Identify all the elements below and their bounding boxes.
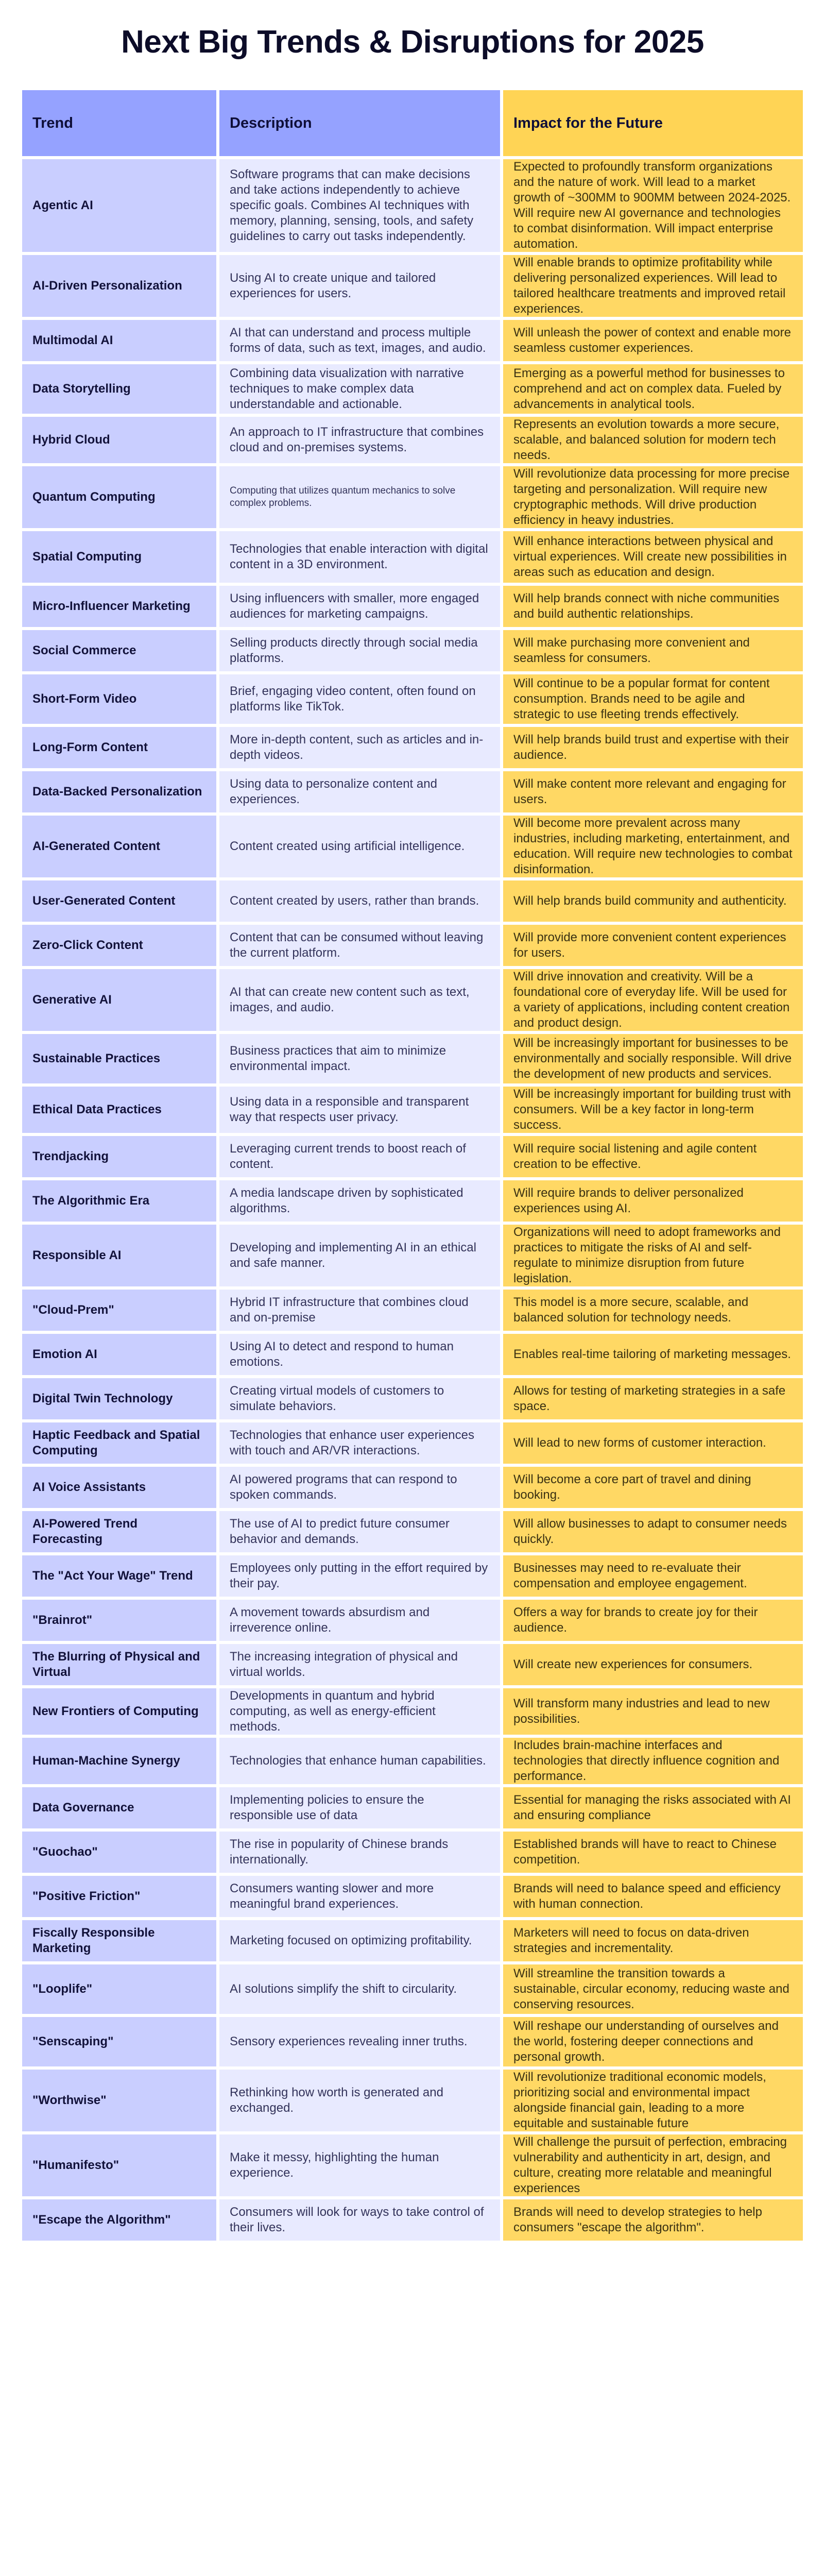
description-cell: An approach to IT infrastructure that combines cloud and on-premises systems. <box>218 415 502 465</box>
description-cell: AI that can create new content such as text, images, and audio. <box>218 968 502 1032</box>
description-cell: Using influencers with smaller, more engaged audiences for marketing campaigns. <box>218 584 502 629</box>
description-cell: AI that can understand and process multiple forms of data, such as text, images, and audio. <box>218 318 502 363</box>
table-row <box>21 1830 804 1874</box>
trend-cell: AI-Driven Personalization <box>21 253 218 318</box>
trend-cell: AI-Generated Content <box>21 814 218 879</box>
description-cell: Software programs that can make decisions and take actions independently to achieve specific goals. Combines AI techniques with memory, planning, sensing, tools, and safety guidelines to carry out tasks independently. <box>218 158 502 253</box>
impact-cell: Essential for managing the risks associated with AI and ensuring compliance <box>502 1786 804 1830</box>
table-row <box>21 1919 804 1963</box>
impact-cell: Will become more prevalent across many industries, including marketing, entertainment, and education. Will require new technologies to combat disinformation. <box>502 814 804 879</box>
column-header-impact: Impact for the Future <box>502 89 804 158</box>
trend-cell: The Algorithmic Era <box>21 1179 218 1223</box>
trend-cell: Digital Twin Technology <box>21 1377 218 1421</box>
impact-cell: Will make content more relevant and engaging for users. <box>502 770 804 814</box>
table-row <box>21 770 804 814</box>
table-row <box>21 1736 804 1786</box>
table-row <box>21 1179 804 1223</box>
impact-cell: Allows for testing of marketing strategies in a safe space. <box>502 1377 804 1421</box>
impact-cell: Will become a core part of travel and dining booking. <box>502 1465 804 1510</box>
table-row <box>21 1598 804 1642</box>
description-cell: Technologies that enable interaction with digital content in a 3D environment. <box>218 530 502 584</box>
table-row <box>21 1510 804 1554</box>
table-row <box>21 1377 804 1421</box>
table-row <box>21 968 804 1032</box>
impact-cell: Will continue to be a popular format for content consumption. Brands need to be agile and strategic to use fleeting trends effectively. <box>502 673 804 725</box>
table-row <box>21 923 804 968</box>
impact-cell: Will require social listening and agile content creation to be effective. <box>502 1134 804 1179</box>
table-row <box>21 1874 804 1919</box>
table-row <box>21 1223 804 1288</box>
description-cell: Business practices that aim to minimize environmental impact. <box>218 1032 502 1085</box>
description-cell: Employees only putting in the effort required by their pay. <box>218 1554 502 1598</box>
table-row <box>21 1332 804 1377</box>
description-cell: Selling products directly through social media platforms. <box>218 629 502 673</box>
impact-cell: Includes brain-machine interfaces and technologies that directly influence cognition and performance. <box>502 1736 804 1786</box>
table-row <box>21 1288 804 1332</box>
table-row <box>21 879 804 923</box>
impact-cell: Will drive innovation and creativity. Will be a foundational core of everyday life. Will be used for a variety of applications, including content creation and product design. <box>502 968 804 1032</box>
trend-cell: Hybrid Cloud <box>21 415 218 465</box>
trend-cell: Multimodal AI <box>21 318 218 363</box>
trend-cell: Zero-Click Content <box>21 923 218 968</box>
trend-cell: "Humanifesto" <box>21 2133 218 2198</box>
table-row <box>21 1642 804 1687</box>
description-cell: Make it messy, highlighting the human experience. <box>218 2133 502 2198</box>
trends-table <box>21 89 804 2242</box>
trend-cell: Data-Backed Personalization <box>21 770 218 814</box>
description-cell: AI solutions simplify the shift to circularity. <box>218 1963 502 2015</box>
trend-cell: Agentic AI <box>21 158 218 253</box>
table-row <box>21 1134 804 1179</box>
trend-cell: Social Commerce <box>21 629 218 673</box>
table-row <box>21 673 804 725</box>
table-row <box>21 1085 804 1134</box>
description-cell: Consumers will look for ways to take control of their lives. <box>218 2198 502 2242</box>
impact-cell: Will revolutionize traditional economic models, prioritizing social and environmental impact alongside financial gain, leading to a more equitable and sustainable future <box>502 2068 804 2133</box>
table-row <box>21 2133 804 2198</box>
trend-cell: "Worthwise" <box>21 2068 218 2133</box>
table-row <box>21 1687 804 1736</box>
trend-cell: Human-Machine Synergy <box>21 1736 218 1786</box>
table-row <box>21 465 804 530</box>
trend-cell: Long-Form Content <box>21 725 218 770</box>
description-cell: The increasing integration of physical and virtual worlds. <box>218 1642 502 1687</box>
trend-cell: "Brainrot" <box>21 1598 218 1642</box>
description-cell: Sensory experiences revealing inner truths. <box>218 2015 502 2068</box>
trend-cell: Haptic Feedback and Spatial Computing <box>21 1421 218 1465</box>
impact-cell: Will streamline the transition towards a sustainable, circular economy, reducing waste and conserving resources. <box>502 1963 804 2015</box>
impact-cell: Will unleash the power of context and enable more seamless customer experiences. <box>502 318 804 363</box>
table-row <box>21 584 804 629</box>
impact-cell: Will challenge the pursuit of perfection, embracing vulnerability and authenticity in art, design, and culture, creating more relatable and meaningful experiences <box>502 2133 804 2198</box>
table-row <box>21 158 804 253</box>
column-header-trend: Trend <box>21 89 218 158</box>
description-cell: Developing and implementing AI in an ethical and safe manner. <box>218 1223 502 1288</box>
impact-cell: Businesses may need to re-evaluate their compensation and employee engagement. <box>502 1554 804 1598</box>
description-cell: Brief, engaging video content, often found on platforms like TikTok. <box>218 673 502 725</box>
trend-cell: Spatial Computing <box>21 530 218 584</box>
description-cell: A movement towards absurdism and irreverence online. <box>218 1598 502 1642</box>
table-row <box>21 2068 804 2133</box>
description-cell: Developments in quantum and hybrid computing, as well as energy-efficient methods. <box>218 1687 502 1736</box>
trend-cell: "Positive Friction" <box>21 1874 218 1919</box>
impact-cell: Will provide more convenient content experiences for users. <box>502 923 804 968</box>
description-cell: Using data to personalize content and experiences. <box>218 770 502 814</box>
table-row <box>21 1554 804 1598</box>
description-cell: Hybrid IT infrastructure that combines cloud and on-premise <box>218 1288 502 1332</box>
description-cell: AI powered programs that can respond to spoken commands. <box>218 1465 502 1510</box>
impact-cell: Brands will need to balance speed and efficiency with human connection. <box>502 1874 804 1919</box>
impact-cell: Will revolutionize data processing for more precise targeting and personalization. Will require new cryptographic methods. Will drive production efficiency in heavy industries. <box>502 465 804 530</box>
impact-cell: Will create new experiences for consumers. <box>502 1642 804 1687</box>
description-cell: Leveraging current trends to boost reach of content. <box>218 1134 502 1179</box>
trend-cell: New Frontiers of Computing <box>21 1687 218 1736</box>
trend-cell: AI Voice Assistants <box>21 1465 218 1510</box>
page-title: Next Big Trends & Disruptions for 2025 <box>121 24 704 60</box>
table-row <box>21 253 804 318</box>
table-header-row <box>21 89 804 158</box>
table-row <box>21 1032 804 1085</box>
description-cell: Content created by users, rather than brands. <box>218 879 502 923</box>
description-cell: Using data in a responsible and transparent way that respects user privacy. <box>218 1085 502 1134</box>
impact-cell: Will allow businesses to adapt to consumer needs quickly. <box>502 1510 804 1554</box>
description-cell: Consumers wanting slower and more meaningful brand experiences. <box>218 1874 502 1919</box>
table-row <box>21 1786 804 1830</box>
description-cell: The use of AI to predict future consumer behavior and demands. <box>218 1510 502 1554</box>
description-cell: Marketing focused on optimizing profitability. <box>218 1919 502 1963</box>
impact-cell: Expected to profoundly transform organizations and the nature of work. Will lead to a market growth of ~300MM to 900MM between 2024-2025. Will require new AI governance and technologies to combat disinformation. Will impact enterprise automation. <box>502 158 804 253</box>
trend-cell: The Blurring of Physical and Virtual <box>21 1642 218 1687</box>
description-cell: Using AI to detect and respond to human emotions. <box>218 1332 502 1377</box>
impact-cell: Will be increasingly important for businesses to be environmentally and socially responsible. Will drive the development of new products and services. <box>502 1032 804 1085</box>
impact-cell: Brands will need to develop strategies to help consumers "escape the algorithm". <box>502 2198 804 2242</box>
trend-cell: Short-Form Video <box>21 673 218 725</box>
table-row <box>21 814 804 879</box>
table-row <box>21 363 804 415</box>
trend-cell: Sustainable Practices <box>21 1032 218 1085</box>
description-cell: Content that can be consumed without leaving the current platform. <box>218 923 502 968</box>
trend-cell: AI-Powered Trend Forecasting <box>21 1510 218 1554</box>
table-row <box>21 2015 804 2068</box>
trend-cell: Ethical Data Practices <box>21 1085 218 1134</box>
description-cell: More in-depth content, such as articles and in-depth videos. <box>218 725 502 770</box>
impact-cell: Will transform many industries and lead to new possibilities. <box>502 1687 804 1736</box>
impact-cell: Marketers will need to focus on data-driven strategies and incrementality. <box>502 1919 804 1963</box>
description-cell: The rise in popularity of Chinese brands internationally. <box>218 1830 502 1874</box>
impact-cell: Represents an evolution towards a more secure, scalable, and balanced solution for modern tech needs. <box>502 415 804 465</box>
trend-cell: Emotion AI <box>21 1332 218 1377</box>
trend-cell: Data Governance <box>21 1786 218 1830</box>
description-cell: Technologies that enhance user experiences with touch and AR/VR interactions. <box>218 1421 502 1465</box>
description-cell: Content created using artificial intelligence. <box>218 814 502 879</box>
trend-cell: Fiscally Responsible Marketing <box>21 1919 218 1963</box>
trend-cell: Generative AI <box>21 968 218 1032</box>
impact-cell: Will reshape our understanding of ourselves and the world, fostering deeper connections and personal growth. <box>502 2015 804 2068</box>
trend-cell: Trendjacking <box>21 1134 218 1179</box>
description-cell: A media landscape driven by sophisticated algorithms. <box>218 1179 502 1223</box>
impact-cell: Offers a way for brands to create joy for their audience. <box>502 1598 804 1642</box>
trend-cell: "Escape the Algorithm" <box>21 2198 218 2242</box>
impact-cell: Enables real-time tailoring of marketing messages. <box>502 1332 804 1377</box>
trend-cell: User-Generated Content <box>21 879 218 923</box>
impact-cell: Will enable brands to optimize profitability while delivering personalized experiences. Will lead to tailored healthcare treatments and improved retail experiences. <box>502 253 804 318</box>
table-row <box>21 725 804 770</box>
description-cell: Using AI to create unique and tailored experiences for users. <box>218 253 502 318</box>
impact-cell: Will help brands build community and authenticity. <box>502 879 804 923</box>
trend-cell: The "Act Your Wage" Trend <box>21 1554 218 1598</box>
table-row <box>21 415 804 465</box>
description-cell: Creating virtual models of customers to simulate behaviors. <box>218 1377 502 1421</box>
impact-cell: Will be increasingly important for building trust with consumers. Will be a key factor in long-term success. <box>502 1085 804 1134</box>
table-row <box>21 530 804 584</box>
impact-cell: Will require brands to deliver personalized experiences using AI. <box>502 1179 804 1223</box>
impact-cell: Will make purchasing more convenient and seamless for consumers. <box>502 629 804 673</box>
impact-cell: This model is a more secure, scalable, and balanced solution for technology needs. <box>502 1288 804 1332</box>
trend-cell: Data Storytelling <box>21 363 218 415</box>
impact-cell: Will enhance interactions between physical and virtual experiences. Will create new possibilities in areas such as education and design. <box>502 530 804 584</box>
impact-cell: Emerging as a powerful method for businesses to comprehend and act on complex data. Fueled by advancements in analytical tools. <box>502 363 804 415</box>
trend-cell: Responsible AI <box>21 1223 218 1288</box>
trend-cell: "Senscaping" <box>21 2015 218 2068</box>
trend-cell: Micro-Influencer Marketing <box>21 584 218 629</box>
description-cell: Combining data visualization with narrative techniques to make complex data understandable and actionable. <box>218 363 502 415</box>
impact-cell: Will help brands build trust and expertise with their audience. <box>502 725 804 770</box>
impact-cell: Will lead to new forms of customer interaction. <box>502 1421 804 1465</box>
trend-cell: "Cloud-Prem" <box>21 1288 218 1332</box>
description-cell: Computing that utilizes quantum mechanics to solve complex problems. <box>218 465 502 530</box>
description-cell: Technologies that enhance human capabilities. <box>218 1736 502 1786</box>
trend-cell: "Guochao" <box>21 1830 218 1874</box>
impact-cell: Established brands will have to react to Chinese competition. <box>502 1830 804 1874</box>
trend-cell: Quantum Computing <box>21 465 218 530</box>
description-cell: Rethinking how worth is generated and exchanged. <box>218 2068 502 2133</box>
table-row <box>21 2198 804 2242</box>
table-row <box>21 629 804 673</box>
description-cell: Implementing policies to ensure the responsible use of data <box>218 1786 502 1830</box>
table-row <box>21 1963 804 2015</box>
column-header-description: Description <box>218 89 502 158</box>
impact-cell: Will help brands connect with niche communities and build authentic relationships. <box>502 584 804 629</box>
trend-cell: "Looplife" <box>21 1963 218 2015</box>
impact-cell: Organizations will need to adopt frameworks and practices to mitigate the risks of AI and self-regulate to minimize disruption from future legislation. <box>502 1223 804 1288</box>
table-row <box>21 1465 804 1510</box>
table-row <box>21 318 804 363</box>
table-row <box>21 1421 804 1465</box>
